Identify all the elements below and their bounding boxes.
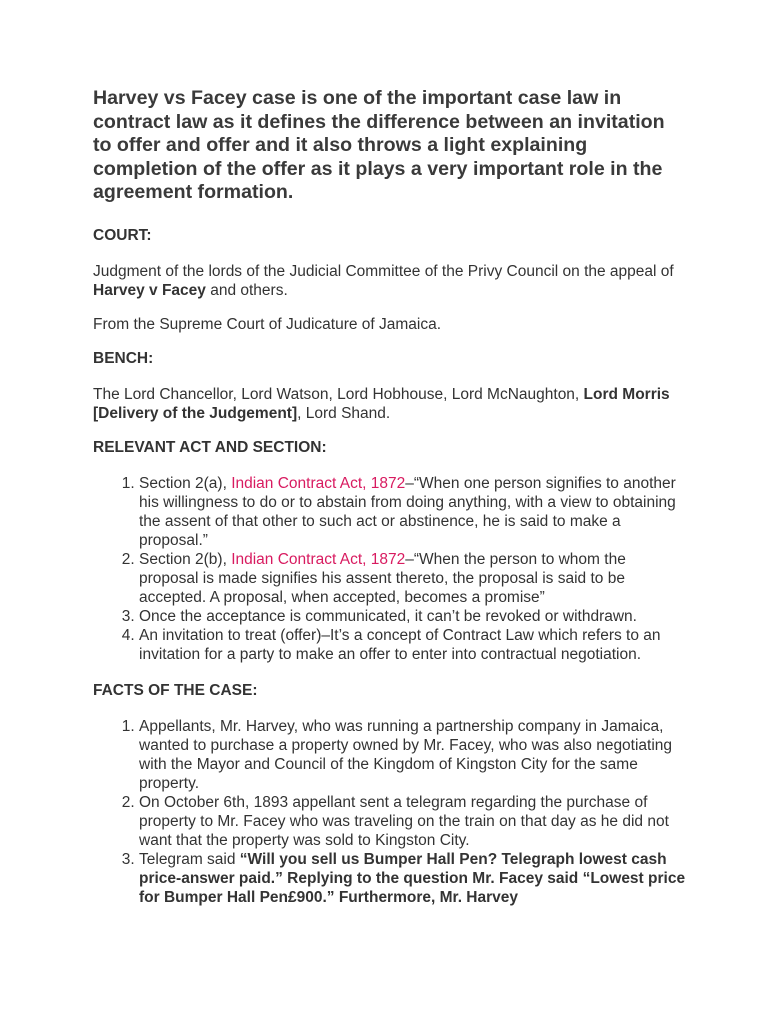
act-item-3: 3. Once the acceptance is communicated, it can’t be revoked or withdrawn. (139, 607, 688, 626)
act-heading: RELEVANT ACT AND SECTION: (93, 438, 327, 456)
case-name: Harvey v Facey (93, 281, 206, 299)
bench-judgement-lord: Lord Morris [Delivery of the Judgement] (93, 385, 670, 422)
facts-item-3-pre: Telegram said (139, 850, 240, 868)
court-text-pre: Judgment of the lords of the Judicial Committee of the Privy Council on the appeal of (93, 262, 674, 280)
act-item-1-post: –“When one person signifies to another his willingness to do or to abstain from doing anything, with a view to obtaining the assent of that other to such act or abstinence, he is said to make a proposal.” (139, 474, 676, 549)
bench-text-post: , Lord Shand. (297, 404, 391, 422)
facts-list (93, 717, 688, 907)
telegram-quote: “Will you sell us Bumper Hall Pen? Telegraph lowest cash price-answer paid.” Replying to the question Mr. Facey said “Lowest price for Bumper Hall Pen£900.” Furthermore, Mr. Harvey (139, 850, 686, 906)
headline: Harvey vs Facey case is one of the important case law in contract law as it defines the difference between an invitation to offer and offer and it also throws a light explaining completion of the offer as it plays a very important role in the agreement formation. (93, 87, 665, 203)
court-paragraph-2: From the Supreme Court of Judicature of Jamaica. (93, 315, 442, 333)
facts-item-2: 2. On October 6th, 1893 appellant sent a telegram regarding the purchase of property to Mr. Facey who was traveling on the train on that day as he did not want that the property was sold to Kingston City. (139, 793, 688, 850)
court-paragraph-1 (93, 262, 688, 300)
bench-paragraph (93, 385, 688, 423)
act-link-2[interactable]: Indian Contract Act, 1872 (231, 550, 406, 568)
act-item-2 (139, 550, 688, 607)
act-link-1[interactable]: Indian Contract Act, 1872 (231, 474, 406, 492)
facts-heading: FACTS OF THE CASE: (93, 681, 258, 699)
facts-item-1: 1. Appellants, Mr. Harvey, who was running a partnership company in Jamaica, wanted to purchase a property owned by Mr. Facey, who was also negotiating with the Mayor and Council of the Kingdom of Kingston City for the same property. (139, 717, 688, 793)
facts-item-3 (139, 850, 688, 907)
court-heading: COURT: (93, 226, 152, 244)
act-item-4: 4. An invitation to treat (offer)–It’s a concept of Contract Law which refers to an invitation for a party to make an offer to enter into contractual negotiation. (139, 626, 688, 664)
act-item-1 (139, 474, 688, 550)
act-item-2-post: –“When the person to whom the proposal is made signifies his assent thereto, the proposal is said to be accepted. A proposal, when accepted, becomes a promise” (139, 550, 626, 606)
bench-heading: BENCH: (93, 349, 154, 367)
act-item-2-pre: Section 2(b), (139, 550, 232, 568)
bench-text-pre: The Lord Chancellor, Lord Watson, Lord Hobhouse, Lord McNaughton, (93, 385, 584, 403)
court-text-post: and others. (205, 281, 288, 299)
act-item-1-pre: Section 2(a), (139, 474, 232, 492)
act-list (93, 474, 688, 664)
